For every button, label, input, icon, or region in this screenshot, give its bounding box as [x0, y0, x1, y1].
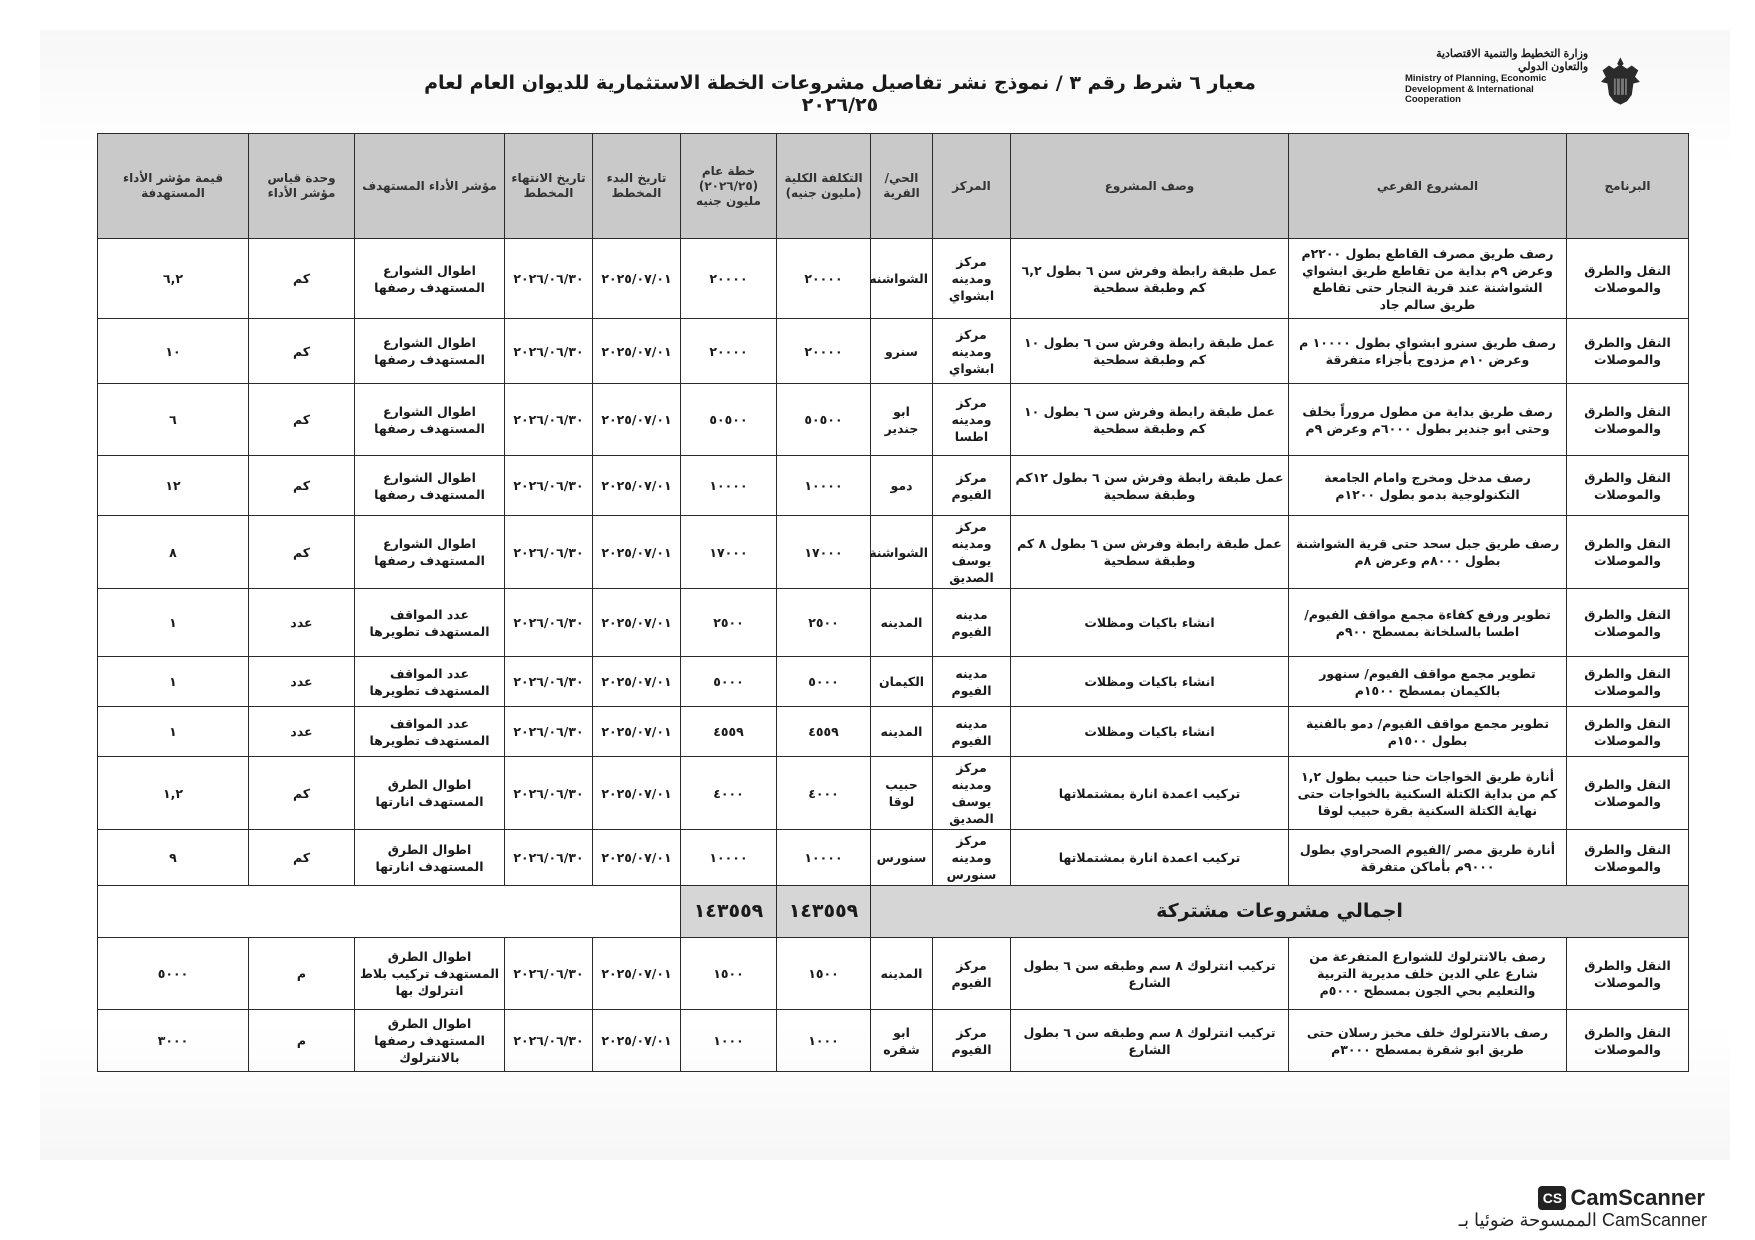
cell-cost: ١٠٠٠٠ [777, 456, 871, 516]
cell-unit: كم [249, 384, 355, 456]
cell-plan: ٥٠٠٠ [681, 657, 777, 707]
cell-village: سنرو [871, 319, 933, 384]
camscanner-logo-icon: CS [1538, 1186, 1566, 1210]
col-header: وحدة قياس مؤشر الأداء [249, 134, 355, 239]
cell-target: ٩ [98, 830, 249, 886]
cell-desc: عمل طبقة رابطة وفرش سن ٦ بطول ٦,٢ كم وطبقة سطحية [1011, 239, 1289, 319]
document-title: معيار ٦ شرط رقم ٣ / نموذج نشر تفاصيل مشروعات الخطة الاستثمارية للديوان العام لعام ٢٠٢٦/٢٥ [424, 72, 1256, 116]
cell-start: ٢٠٢٥/٠٧/٠١ [593, 384, 681, 456]
cell-unit: كم [249, 830, 355, 886]
cell-start: ٢٠٢٥/٠٧/٠١ [593, 830, 681, 886]
cell-end: ٢٠٢٦/٠٦/٣٠ [505, 319, 593, 384]
ministry-name-en-3: Cooperation [1405, 94, 1461, 105]
cell-plan: ١٧٠٠٠ [681, 516, 777, 589]
cell-start: ٢٠٢٥/٠٧/٠١ [593, 1010, 681, 1072]
total-label: اجمالي مشروعات مشتركة [871, 886, 1689, 938]
cell-cost: ١٠٠٠ [777, 1010, 871, 1072]
cell-cost: ٤٠٠٠ [777, 757, 871, 830]
cell-program: النقل والطرق والموصلات [1567, 830, 1689, 886]
cell-kpi: اطوال الشوارع المستهدف رصفها [355, 516, 505, 589]
cell-center: مركز الفيوم [933, 938, 1011, 1010]
camscanner-caption: الممسوحة ضوئيا بـ CamScanner [1458, 1210, 1707, 1230]
cell-start: ٢٠٢٥/٠٧/٠١ [593, 589, 681, 657]
cell-kpi: اطوال الطرق المستهدف تركيب بلاط انترلوك بها [355, 938, 505, 1010]
cell-village: الشواشنه [871, 239, 933, 319]
cell-sub: أنارة طريق الخواجات حنا حبيب بطول ١,٢ كم من بداية الكتلة السكنية بالخواجات حتى نهاية الكتلة السكنية بقرة حبيب لوقا [1289, 757, 1567, 830]
cell-start: ٢٠٢٥/٠٧/٠١ [593, 516, 681, 589]
cell-target: ٣٠٠٠ [98, 1010, 249, 1072]
cell-kpi: اطوال الشوارع المستهدف رصفها [355, 239, 505, 319]
cell-sub: رصف بالانترلوك للشوارع المتفرعة من شارع علي الدين خلف مديرية التربية والتعليم بحي الجون بمسطح ٥٠٠٠م [1289, 938, 1567, 1010]
cell-plan: ٤٥٥٩ [681, 707, 777, 757]
camscanner-badge [1538, 1185, 1705, 1211]
cell-target: ١ [98, 707, 249, 757]
cell-sub: تطوير مجمع مواقف الفيوم/ سنهور بالكيمان بمسطح ١٥٠٠م [1289, 657, 1567, 707]
cell-center: مركز الفيوم [933, 456, 1011, 516]
cell-target: ١ [98, 589, 249, 657]
cell-village: المدينه [871, 589, 933, 657]
cell-sub: رصف طريق مصرف القاطع بطول ٢٢٠٠م وعرض ٩م بداية من تقاطع طريق ابشواي الشواشنة عند قرية النجار حتى تقاطع طريق سالم جاد [1289, 239, 1567, 319]
ministry-name-en-1: Ministry of Planning, Economic [1405, 73, 1547, 84]
cell-plan: ٢٠٠٠٠ [681, 319, 777, 384]
cell-plan: ٢٠٠٠٠ [681, 239, 777, 319]
table-row [98, 456, 1689, 516]
cell-cost: ١٥٠٠ [777, 938, 871, 1010]
cell-village: ابو جندير [871, 384, 933, 456]
cell-village: الكيمان [871, 657, 933, 707]
cell-cost: ١٧٠٠٠ [777, 516, 871, 589]
cell-sub: تطوير ورفع كفاءة مجمع مواقف الفيوم/ اطسا بالسلخانة بمسطح ٩٠٠م [1289, 589, 1567, 657]
cell-end: ٢٠٢٦/٠٦/٣٠ [505, 384, 593, 456]
cell-center: مركز الفيوم [933, 1010, 1011, 1072]
cell-start: ٢٠٢٥/٠٧/٠١ [593, 319, 681, 384]
cell-end: ٢٠٢٦/٠٦/٣٠ [505, 757, 593, 830]
cell-sub: رصف طريق جبل سحد حتى قرية الشواشنة بطول ٨٠٠٠م وعرض ٨م [1289, 516, 1567, 589]
logo-text [1405, 48, 1588, 106]
cell-end: ٢٠٢٦/٠٦/٣٠ [505, 1010, 593, 1072]
cell-kpi: عدد المواقف المستهدف تطويرها [355, 707, 505, 757]
cell-kpi: اطوال الطرق المستهدف انارتها [355, 830, 505, 886]
cell-plan: ٤٠٠٠ [681, 757, 777, 830]
cell-program: النقل والطرق والموصلات [1567, 516, 1689, 589]
cell-program: النقل والطرق والموصلات [1567, 319, 1689, 384]
cell-desc: عمل طبقة رابطة وفرش سن ٦ بطول ٨ كم وطبقة سطحية [1011, 516, 1289, 589]
cell-unit: كم [249, 516, 355, 589]
table-row [98, 757, 1689, 830]
cell-center: مركز ومدينه ابشواي [933, 319, 1011, 384]
table-header-row [98, 134, 1689, 239]
camscanner-name: CamScanner [1570, 1185, 1705, 1210]
table-row [98, 830, 1689, 886]
cell-target: ٦,٢ [98, 239, 249, 319]
cell-sub: رصف مدخل ومخرج وامام الجامعة التكنولوجية بدمو بطول ١٢٠٠م [1289, 456, 1567, 516]
total-empty [98, 886, 681, 938]
total-plan: ١٤٣٥٥٩ [681, 886, 777, 938]
cell-end: ٢٠٢٦/٠٦/٣٠ [505, 938, 593, 1010]
cell-unit: عدد [249, 707, 355, 757]
table-row [98, 1010, 1689, 1072]
cell-unit: كم [249, 456, 355, 516]
cell-village: دمو [871, 456, 933, 516]
cell-unit: كم [249, 757, 355, 830]
cell-unit: عدد [249, 589, 355, 657]
cell-plan: ٢٥٠٠ [681, 589, 777, 657]
ministry-logo [1405, 48, 1645, 118]
cell-cost: ٢٠٠٠٠ [777, 239, 871, 319]
cell-kpi: اطوال الطرق المستهدف انارتها [355, 757, 505, 830]
cell-sub: أنارة طريق مصر /الفيوم الصحراوي بطول ٩٠٠٠م بأماكن متفرقة [1289, 830, 1567, 886]
table-row [98, 589, 1689, 657]
cell-end: ٢٠٢٦/٠٦/٣٠ [505, 239, 593, 319]
cell-kpi: عدد المواقف المستهدف تطويرها [355, 657, 505, 707]
cell-center: مدينه الفيوم [933, 707, 1011, 757]
projects-table [97, 133, 1689, 1072]
cell-center: مدينه الفيوم [933, 657, 1011, 707]
cell-sub: رصف بالانترلوك خلف مخبز رسلان حتى طريق ابو شقرة بمسطح ٣٠٠٠م [1289, 1010, 1567, 1072]
eagle-emblem-icon [1596, 48, 1645, 114]
cell-target: ١ [98, 657, 249, 707]
cell-village: المدينه [871, 938, 933, 1010]
cell-desc: تركيب انترلوك ٨ سم وطبقه سن ٦ بطول الشارع [1011, 1010, 1289, 1072]
cell-center: مركز ومدينه اطسا [933, 384, 1011, 456]
cell-center: مدينه الفيوم [933, 589, 1011, 657]
cell-plan: ١٠٠٠٠ [681, 830, 777, 886]
col-header: وصف المشروع [1011, 134, 1289, 239]
cell-program: النقل والطرق والموصلات [1567, 707, 1689, 757]
cell-program: النقل والطرق والموصلات [1567, 757, 1689, 830]
cell-start: ٢٠٢٥/٠٧/٠١ [593, 707, 681, 757]
cell-sub: رصف طريق سنرو ابشواي بطول ١٠٠٠٠ م وعرض ١٠م مزدوج بأجزاء متفرقة [1289, 319, 1567, 384]
cell-center: مركز ومدينه يوسف الصديق [933, 757, 1011, 830]
cell-program: النقل والطرق والموصلات [1567, 456, 1689, 516]
cell-unit: م [249, 1010, 355, 1072]
col-header: خطة عام (٢٠٢٦/٢٥) مليون جنيه [681, 134, 777, 239]
cell-target: ١٠ [98, 319, 249, 384]
total-cost: ١٤٣٥٥٩ [777, 886, 871, 938]
cell-program: النقل والطرق والموصلات [1567, 384, 1689, 456]
cell-program: النقل والطرق والموصلات [1567, 938, 1689, 1010]
cell-target: ٦ [98, 384, 249, 456]
cell-center: مركز ومدينه يوسف الصديق [933, 516, 1011, 589]
cell-desc: انشاء باكيات ومظلات [1011, 589, 1289, 657]
table-row [98, 516, 1689, 589]
table-row [98, 239, 1689, 319]
cell-program: النقل والطرق والموصلات [1567, 239, 1689, 319]
col-header: المشروع الفرعي [1289, 134, 1567, 239]
cell-kpi: اطوال الشوارع المستهدف رصفها [355, 384, 505, 456]
col-header: التكلفة الكلية (مليون جنيه) [777, 134, 871, 239]
ministry-name-ar: وزارة التخطيط والتنمية الاقتصادية والتعاون الدولي [1436, 48, 1589, 73]
cell-start: ٢٠٢٥/٠٧/٠١ [593, 657, 681, 707]
col-header: مؤشر الأداء المستهدف [355, 134, 505, 239]
cell-desc: عمل طبقة رابطة وفرش سن ٦ بطول ١٢كم وطبقة سطحية [1011, 456, 1289, 516]
cell-plan: ٥٠٥٠٠ [681, 384, 777, 456]
cell-village: المدينه [871, 707, 933, 757]
cell-end: ٢٠٢٦/٠٦/٣٠ [505, 456, 593, 516]
cell-desc: تركيب اعمدة انارة بمشتملاتها [1011, 830, 1289, 886]
cell-target: ١٢ [98, 456, 249, 516]
cell-cost: ٥٠٥٠٠ [777, 384, 871, 456]
cell-village: الشواشنة [871, 516, 933, 589]
table-row [98, 938, 1689, 1010]
cell-desc: انشاء باكيات ومظلات [1011, 707, 1289, 757]
cell-plan: ١٠٠٠ [681, 1010, 777, 1072]
col-header: البرنامج [1567, 134, 1689, 239]
cell-center: مركز ومدينه سنورس [933, 830, 1011, 886]
cell-desc: انشاء باكيات ومظلات [1011, 657, 1289, 707]
cell-unit: عدد [249, 657, 355, 707]
col-header: الحي/ القرية [871, 134, 933, 239]
cell-center: مركز ومدينه ابشواي [933, 239, 1011, 319]
cell-kpi: عدد المواقف المستهدف تطويرها [355, 589, 505, 657]
cell-cost: ١٠٠٠٠ [777, 830, 871, 886]
cell-unit: م [249, 938, 355, 1010]
cell-end: ٢٠٢٦/٠٦/٣٠ [505, 707, 593, 757]
cell-desc: تركيب اعمدة انارة بمشتملاتها [1011, 757, 1289, 830]
col-header: قيمة مؤشر الأداء المستهدفة [98, 134, 249, 239]
cell-start: ٢٠٢٥/٠٧/٠١ [593, 938, 681, 1010]
cell-start: ٢٠٢٥/٠٧/٠١ [593, 757, 681, 830]
cell-kpi: اطوال الشوارع المستهدف رصفها [355, 319, 505, 384]
table-row [98, 384, 1689, 456]
cell-village: سنورس [871, 830, 933, 886]
table-row [98, 707, 1689, 757]
cell-end: ٢٠٢٦/٠٦/٣٠ [505, 657, 593, 707]
cell-unit: كم [249, 239, 355, 319]
cell-kpi: اطوال الطرق المستهدف رصفها بالانترلوك [355, 1010, 505, 1072]
cell-end: ٢٠٢٦/٠٦/٣٠ [505, 830, 593, 886]
cell-program: النقل والطرق والموصلات [1567, 657, 1689, 707]
cell-desc: عمل طبقة رابطة وفرش سن ٦ بطول ١٠ كم وطبقة سطحية [1011, 319, 1289, 384]
cell-cost: ٥٠٠٠ [777, 657, 871, 707]
cell-plan: ١٠٠٠٠ [681, 456, 777, 516]
cell-target: ١,٢ [98, 757, 249, 830]
cell-end: ٢٠٢٦/٠٦/٣٠ [505, 589, 593, 657]
cell-program: النقل والطرق والموصلات [1567, 589, 1689, 657]
table-body [98, 239, 1689, 1072]
cell-desc: تركيب انترلوك ٨ سم وطبقه سن ٦ بطول الشارع [1011, 938, 1289, 1010]
cell-sub: تطوير مجمع مواقف الفيوم/ دمو بالفنية بطول ١٥٠٠م [1289, 707, 1567, 757]
cell-start: ٢٠٢٥/٠٧/٠١ [593, 239, 681, 319]
cell-kpi: اطوال الشوارع المستهدف رصفها [355, 456, 505, 516]
cell-sub: رصف طريق بداية من مطول مروراً بخلف وحتى ابو جندير بطول ٦٠٠٠م وعرض ٩م [1289, 384, 1567, 456]
cell-program: النقل والطرق والموصلات [1567, 1010, 1689, 1072]
total-row [98, 886, 1689, 938]
cell-unit: كم [249, 319, 355, 384]
cell-end: ٢٠٢٦/٠٦/٣٠ [505, 516, 593, 589]
table-row [98, 319, 1689, 384]
ministry-name-en-2: Development & International [1405, 83, 1534, 95]
cell-start: ٢٠٢٥/٠٧/٠١ [593, 456, 681, 516]
cell-desc: عمل طبقة رابطة وفرش سن ٦ بطول ١٠ كم وطبقة سطحية [1011, 384, 1289, 456]
cell-village: ابو شقره [871, 1010, 933, 1072]
col-header: تاريخ الانتهاء المخطط [505, 134, 593, 239]
col-header: تاريخ البدء المخطط [593, 134, 681, 239]
table-row [98, 657, 1689, 707]
cell-cost: ٢٠٠٠٠ [777, 319, 871, 384]
cell-village: حبيب لوقا [871, 757, 933, 830]
col-header: المركز [933, 134, 1011, 239]
cell-cost: ٤٥٥٩ [777, 707, 871, 757]
cell-plan: ١٥٠٠ [681, 938, 777, 1010]
cell-target: ٨ [98, 516, 249, 589]
cell-cost: ٢٥٠٠ [777, 589, 871, 657]
cell-target: ٥٠٠٠ [98, 938, 249, 1010]
